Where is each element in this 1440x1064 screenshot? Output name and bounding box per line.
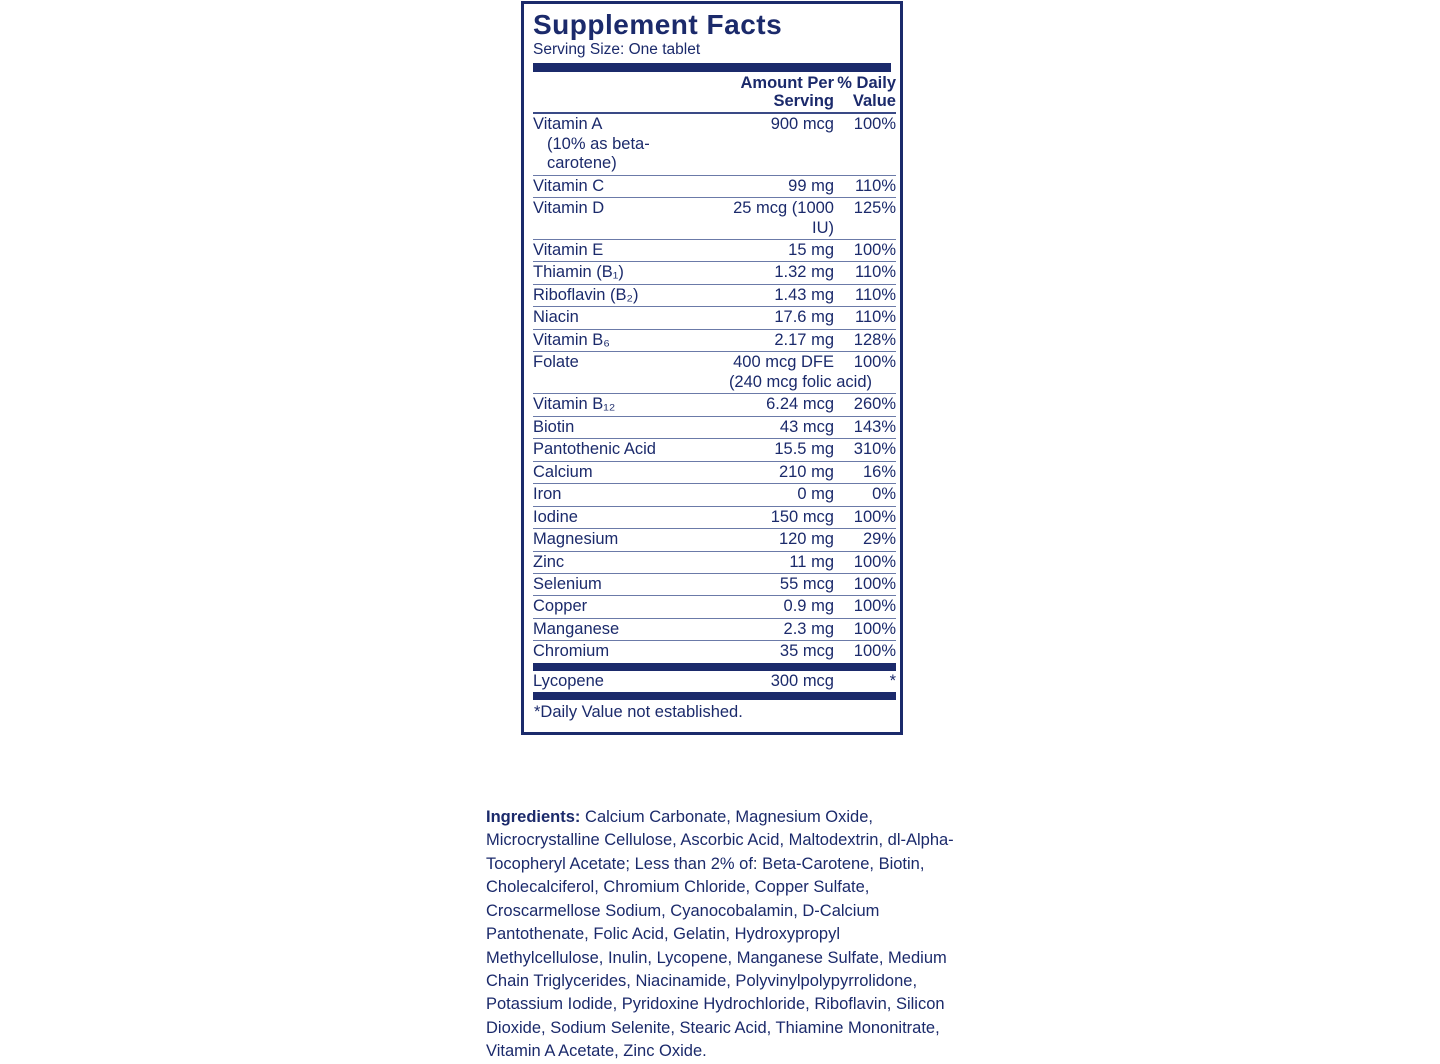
nutrient-daily-value-cell (834, 552, 896, 573)
table-row (533, 619, 896, 640)
column-header-amount-line2: Serving (773, 91, 834, 110)
nutrient-name: Vitamin B₆ (533, 330, 610, 349)
nutrient-name: Chromium (533, 642, 610, 661)
nutrient-amount-cell (716, 262, 834, 283)
nutrient-amount-secondary: (240 mcg folic acid) (728, 372, 872, 391)
nutrient-amount-cell (716, 596, 834, 617)
nutrient-daily-value: 100% (853, 575, 896, 594)
nutrient-daily-value: 100% (853, 115, 896, 134)
nutrient-name: Iodine (533, 507, 578, 526)
nutrient-daily-value: 110% (855, 308, 896, 327)
table-header-row (533, 72, 896, 112)
row-separator (533, 692, 896, 700)
nutrient-amount: 150 mcg (770, 507, 834, 526)
nutrient-name-cell (533, 114, 716, 174)
nutrient-amount: 15.5 mg (774, 440, 834, 459)
nutrient-name-cell (533, 596, 716, 617)
supplement-facts-panel (521, 1, 903, 735)
nutrient-daily-value-cell (834, 307, 896, 328)
nutrient-amount-cell (716, 484, 834, 505)
table-row (533, 641, 896, 662)
nutrient-name: Biotin (533, 417, 575, 436)
nutrient-daily-value-cell (834, 240, 896, 261)
nutrient-name: Folate (533, 353, 579, 372)
row-separator (533, 663, 896, 671)
nutrient-amount-cell (716, 240, 834, 261)
table-row (533, 240, 896, 261)
table-row (533, 262, 896, 283)
table-row (533, 352, 896, 393)
ingredients-label: Ingredients: (486, 808, 581, 826)
ingredients-text: Calcium Carbonate, Magnesium Oxide, Microcrystalline Cellulose, Ascorbic Acid, Maltodextrin, dl-Alpha-Tocopheryl Acetate; Less than 2% of: Beta-Carotene, Biotin, Cholecalciferol, Chromium Chloride, Copper Sulfate, Croscarmellose Sodium, Cyanocobalamin, D-Calcium Pantothenate, Folic Acid, Gelatin, Hydroxypropyl Methylcellulose, Inulin, Lycopene, Manganese Sulfate, Medium Chain Triglycerides, Niacinamide, Polyvinylpolypyrrolidone, Potassium Iodide, Pyridoxine Hydrochloride, Riboflavin, Silicon Dioxide, Sodium Selenite, Stearic Acid, Thiamine Mononitrate, Vitamin A Acetate, Zinc Oxide. (486, 808, 954, 1061)
nutrient-name-cell (533, 330, 716, 351)
table-row (533, 285, 896, 306)
nutrient-name-cell (533, 507, 716, 528)
nutrient-daily-value-cell (834, 285, 896, 306)
nutrient-daily-value-cell (834, 462, 896, 483)
nutrient-name: Zinc (533, 552, 565, 571)
nutrient-daily-value-cell (834, 529, 896, 550)
table-row (533, 552, 896, 573)
nutrient-amount-cell (716, 529, 834, 550)
nutrient-amount-cell (716, 462, 834, 483)
header-rule-thick (533, 63, 891, 72)
nutrient-name-cell (533, 462, 716, 483)
nutrient-amount: 400 mcg DFE (733, 353, 834, 372)
table-row (533, 307, 896, 328)
table-row (533, 417, 896, 438)
nutrient-amount-cell (716, 552, 834, 573)
nutrient-amount-cell (716, 330, 834, 351)
nutrient-daily-value-cell (834, 439, 896, 460)
nutrient-name-cell (533, 198, 716, 239)
thick-divider-bar (533, 663, 896, 671)
nutrient-daily-value: 128% (853, 330, 896, 349)
nutrient-name-cell (533, 439, 716, 460)
nutrient-daily-value-cell (834, 198, 896, 239)
nutrient-daily-value: 0% (872, 485, 896, 504)
nutrient-name-cell (533, 574, 716, 595)
nutrient-amount: 900 mcg (770, 115, 834, 134)
nutrient-amount: 35 mcg (779, 642, 834, 661)
nutrient-name: Pantothenic Acid (533, 440, 656, 459)
nutrient-amount-cell (716, 307, 834, 328)
nutrient-daily-value: 100% (853, 353, 896, 372)
nutrient-daily-value: 260% (853, 395, 896, 414)
nutrient-amount: 300 mcg (770, 671, 834, 690)
nutrient-name-cell (533, 307, 716, 328)
column-header-amount (716, 72, 834, 112)
nutrient-daily-value-cell (834, 176, 896, 197)
nutrient-name: Lycopene (533, 671, 604, 690)
nutrient-name-subtext: (10% as beta-carotene) (547, 134, 650, 173)
nutrient-daily-value: 310% (853, 440, 896, 459)
nutrient-amount-cell (716, 198, 834, 239)
nutrient-amount: 43 mcg (779, 417, 834, 436)
nutrient-amount-cell (716, 114, 834, 174)
column-header-amount-line1: Amount Per (740, 74, 834, 93)
table-row (533, 574, 896, 595)
nutrient-amount-cell (716, 394, 834, 415)
nutrient-daily-value: 143% (853, 417, 896, 436)
nutrient-name-cell (533, 641, 716, 662)
nutrient-daily-value-cell (834, 641, 896, 662)
nutrient-amount-cell (716, 641, 834, 662)
nutrient-name: Calcium (533, 462, 593, 481)
nutrient-amount-cell (716, 352, 872, 393)
nutrient-name: Copper (533, 597, 588, 616)
nutrient-amount: 55 mcg (779, 575, 834, 594)
nutrient-name: Thiamin (B₁) (533, 263, 624, 282)
column-header-dv-line1: % Daily (837, 74, 896, 93)
nutrient-daily-value-cell (834, 507, 896, 528)
nutrient-daily-value-cell (834, 671, 896, 692)
nutrient-daily-value-cell (834, 574, 896, 595)
nutrient-amount: 0 mg (797, 485, 834, 504)
nutrient-name-cell (533, 352, 716, 393)
nutrient-daily-value: 110% (855, 263, 896, 282)
nutrient-daily-value: 100% (853, 507, 896, 526)
nutrient-daily-value: 100% (853, 642, 896, 661)
table-row (533, 114, 896, 174)
nutrient-daily-value-cell (834, 484, 896, 505)
nutrient-name: Selenium (533, 575, 602, 594)
nutrient-daily-value: 100% (853, 240, 896, 259)
column-header-name (533, 72, 716, 112)
nutrient-amount: 25 mcg (1000 IU) (733, 199, 834, 237)
nutrient-amount-cell (716, 619, 834, 640)
nutrient-daily-value-cell (834, 596, 896, 617)
nutrient-name: Niacin (533, 308, 579, 327)
nutrient-amount-cell (716, 439, 834, 460)
nutrient-amount: 0.9 mg (783, 597, 834, 616)
nutrient-name: Riboflavin (B₂) (533, 285, 639, 304)
table-row (533, 462, 896, 483)
table-row (533, 176, 896, 197)
nutrient-daily-value-cell (834, 417, 896, 438)
nutrient-name-cell (533, 394, 716, 415)
nutrient-amount: 99 mg (788, 176, 834, 195)
table-row (533, 394, 896, 415)
other-ingredients-table (533, 663, 896, 700)
nutrient-name-cell (533, 417, 716, 438)
nutrient-amount: 2.3 mg (783, 619, 834, 638)
nutrient-name: Manganese (533, 619, 620, 638)
table-row (533, 484, 896, 505)
nutrient-daily-value: 16% (862, 462, 896, 481)
nutrient-name-cell (533, 262, 716, 283)
nutrient-daily-value-cell (834, 330, 896, 351)
nutrient-daily-value: * (889, 671, 896, 690)
nutrient-daily-value: 100% (853, 619, 896, 638)
nutrient-name-cell (533, 529, 716, 550)
nutrient-name-cell (533, 619, 716, 640)
nutrient-amount-cell (716, 507, 834, 528)
table-row (533, 596, 896, 617)
nutrient-name-cell (533, 285, 716, 306)
table-row (533, 529, 896, 550)
nutrient-name: Vitamin D (533, 199, 605, 218)
table-row (533, 198, 896, 239)
nutrient-amount: 15 mg (788, 240, 834, 259)
nutrient-daily-value: 125% (853, 199, 896, 218)
nutrient-amount-cell (716, 417, 834, 438)
nutrient-daily-value: 100% (853, 597, 896, 616)
nutrient-daily-value-cell (834, 619, 896, 640)
nutrient-name: Vitamin A (533, 115, 603, 134)
nutrient-daily-value: 110% (855, 176, 896, 195)
page-title: Supplement Facts (533, 9, 783, 40)
nutrient-daily-value: 100% (853, 552, 896, 571)
nutrient-name-cell (533, 484, 716, 505)
serving-size-text: Serving Size: One tablet (533, 41, 701, 59)
daily-value-footnote: *Daily Value not established. (534, 703, 743, 722)
nutrient-amount: 210 mg (778, 462, 834, 481)
nutrient-amount: 2.17 mg (774, 330, 834, 349)
nutrient-amount: 1.43 mg (774, 285, 834, 304)
nutrient-amount-cell (716, 574, 834, 595)
nutrient-amount-cell (716, 285, 834, 306)
table-row (533, 330, 896, 351)
nutrient-amount: 120 mg (778, 530, 834, 549)
column-header-daily-value (834, 72, 896, 112)
nutrient-daily-value-cell (834, 114, 896, 174)
thick-divider-bar (533, 692, 896, 700)
nutrient-name-cell (533, 176, 716, 197)
nutrient-name: Vitamin E (533, 240, 604, 259)
nutrient-amount-cell (716, 671, 834, 692)
nutrient-daily-value: 110% (855, 285, 896, 304)
nutrient-amount-cell (716, 176, 834, 197)
nutrient-name-cell (533, 671, 716, 692)
nutrient-amount: 1.32 mg (774, 263, 834, 282)
ingredients-block (486, 806, 958, 1064)
nutrient-name-cell (533, 552, 716, 573)
nutrient-name: Vitamin B₁₂ (533, 395, 616, 414)
nutrient-amount: 6.24 mcg (766, 395, 834, 414)
table-row (533, 671, 896, 692)
nutrient-name: Vitamin C (533, 176, 605, 195)
nutrient-name: Iron (533, 485, 562, 504)
nutrient-daily-value-cell (834, 394, 896, 415)
table-row (533, 439, 896, 460)
nutrient-name: Magnesium (533, 530, 619, 549)
nutrient-daily-value: 29% (862, 530, 896, 549)
nutrient-daily-value-cell (834, 262, 896, 283)
nutrient-name-cell (533, 240, 716, 261)
nutrition-table (533, 72, 896, 663)
table-row (533, 507, 896, 528)
column-header-dv-line2: Value (852, 91, 896, 110)
nutrient-amount: 17.6 mg (774, 308, 834, 327)
nutrient-amount: 11 mg (789, 552, 834, 571)
